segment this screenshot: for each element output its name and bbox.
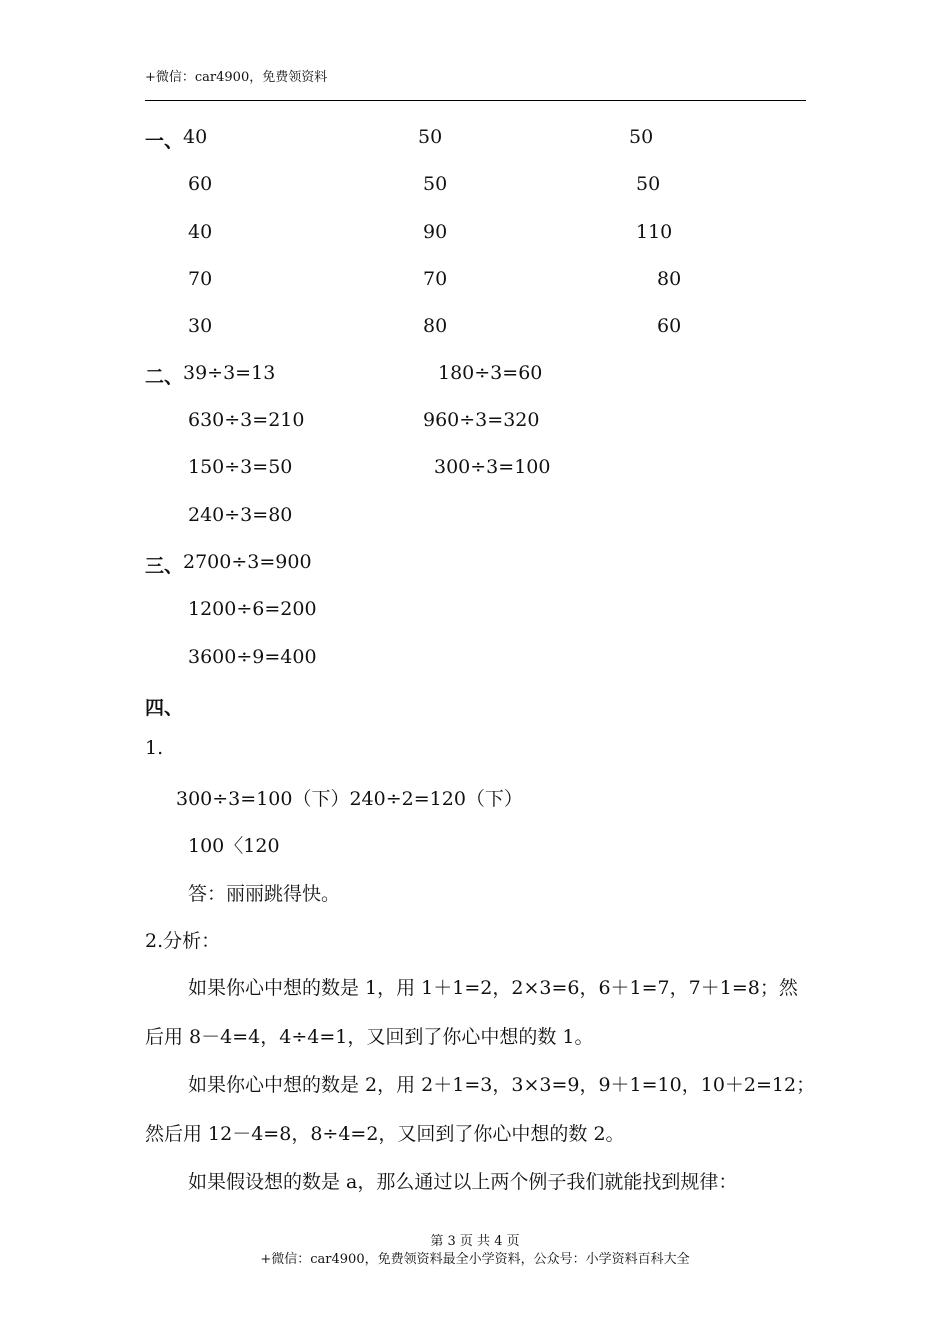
section4-label: 四、 — [145, 697, 184, 719]
s1-r3-c3: 110 — [636, 221, 673, 243]
s1-r5-c1: 30 — [188, 315, 213, 337]
s2-item-3: 630÷3=210 — [188, 409, 305, 431]
s1-r2-c1: 60 — [188, 173, 213, 195]
section3-label: 三、 — [145, 555, 184, 577]
q2-heading: 2.分析： — [145, 930, 221, 952]
footer-text: +微信：car4900，免费领资料最全小学资料，公众号：小学资料百科大全 — [260, 1252, 690, 1267]
s1-r1-c3: 50 — [629, 126, 654, 148]
s2-item-4: 960÷3=320 — [423, 409, 540, 431]
q1-answer: 答：丽丽跳得快。 — [188, 883, 341, 905]
s1-r3-c2: 90 — [423, 221, 448, 243]
s2-item-7: 240÷3=80 — [188, 504, 293, 526]
s1-r4-c1: 70 — [188, 268, 213, 290]
header-text: +微信：car4900，免费领资料 — [145, 70, 328, 85]
q2-para2-line2: 然后用 12－4=8，8÷4=2，又回到了你心中想的数 2。 — [145, 1123, 625, 1145]
s1-r1-c2: 50 — [418, 126, 443, 148]
s1-r3-c1: 40 — [188, 221, 213, 243]
s1-r4-c2: 70 — [423, 268, 448, 290]
s1-r2-c3: 50 — [636, 173, 661, 195]
q2-para2-line1: 如果你心中想的数是 2，用 2＋1=3，3×3=9，9＋1=10，10＋2=12； — [188, 1074, 816, 1096]
s3-item-3: 3600÷9=400 — [188, 646, 317, 668]
q2-para1-line2: 后用 8－4=4，4÷4=1，又回到了你心中想的数 1。 — [145, 1026, 594, 1048]
s2-item-5: 150÷3=50 — [188, 456, 293, 478]
s1-r4-c3: 80 — [657, 268, 682, 290]
s1-r5-c3: 60 — [657, 315, 682, 337]
s1-r2-c2: 50 — [423, 173, 448, 195]
q1-line1: 300÷3=100（下）240÷2=120（下） — [176, 788, 523, 810]
s2-item-6: 300÷3=100 — [434, 456, 551, 478]
s2-item-2: 180÷3=60 — [438, 362, 543, 384]
page-number: 第 3 页 共 4 页 — [430, 1234, 520, 1249]
s2-item-1: 39÷3=13 — [183, 362, 276, 384]
s1-r1-c1: 40 — [183, 126, 208, 148]
s3-item-1: 2700÷3=900 — [183, 551, 312, 573]
q2-para3: 如果假设想的数是 a，那么通过以上两个例子我们就能找到规律： — [188, 1171, 738, 1193]
q1-number: 1. — [145, 737, 164, 759]
section1-label: 一、 — [145, 130, 184, 152]
q2-para1-line1: 如果你心中想的数是 1，用 1＋1=2，2×3=6，6＋1=7，7＋1=8；然 — [188, 977, 798, 999]
header-rule — [145, 100, 806, 101]
q1-line2: 100〈120 — [188, 835, 280, 857]
s3-item-2: 1200÷6=200 — [188, 598, 317, 620]
section2-label: 二、 — [145, 366, 184, 388]
s1-r5-c2: 80 — [423, 315, 448, 337]
